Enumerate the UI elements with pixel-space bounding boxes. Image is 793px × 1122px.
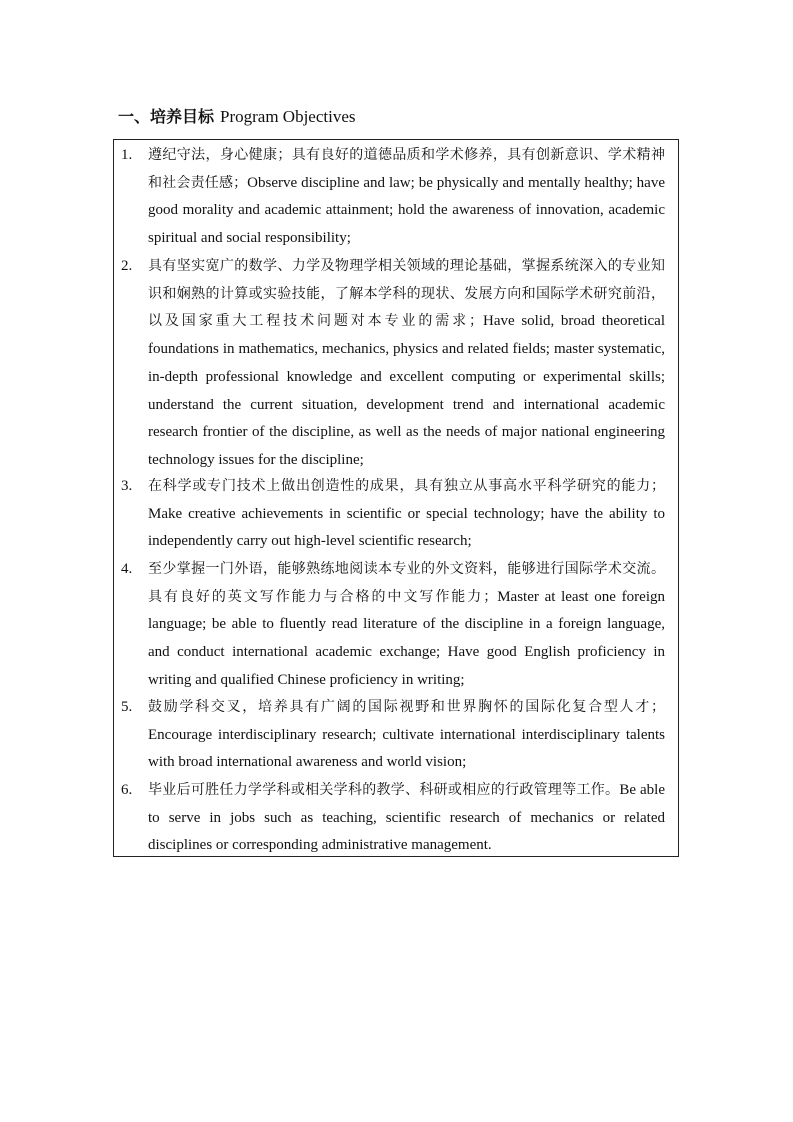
- objective-text: [148, 142, 665, 253]
- objective-text-cn: 鼓励学科交叉，培养具有广阔的国际视野和世界胸怀的国际化复合型人才；: [148, 699, 665, 715]
- objective-number: 4.: [121, 561, 133, 577]
- objective-text: [148, 473, 665, 556]
- objective-number: 5.: [121, 699, 133, 715]
- objective-text-en: Encourage interdisciplinary research; cultivate international interdisciplinary talents with broad international awareness and world vision;: [148, 726, 665, 771]
- section-heading: [118, 104, 356, 130]
- objective-text: [148, 253, 665, 475]
- section-heading-cn: 一、培养目标: [118, 107, 215, 126]
- objective-text-cn: 毕业后可胜任力学学科或相关学科的教学、科研或相应的行政管理等工作。: [148, 782, 620, 798]
- objective-number: 3.: [121, 478, 133, 494]
- objective-text: [148, 694, 665, 777]
- objectives-table: [113, 139, 679, 857]
- objective-text-en: Make creative achievements in scientific or special technology; have the ability to independently carry out high-level scientific research;: [148, 505, 665, 550]
- objective-number: 1.: [121, 147, 133, 163]
- objective-text-cn: 具有坚实宽广的数学、力学及物理学相关领域的理论基础，掌握系统深入的专业知识和娴熟的计算或实验技能，了解本学科的现状、发展方向和国际学术研究前沿，以及国家重大工程技术问题对本专业的需求；: [148, 258, 665, 330]
- objective-text: [148, 556, 665, 695]
- objective-number: 6.: [121, 782, 133, 798]
- objective-text-cn: 在科学或专门技术上做出创造性的成果，具有独立从事高水平科学研究的能力；: [148, 478, 665, 494]
- objective-text-en: Observe discipline and law; be physically and mentally healthy; have good morality and academic attainment; hold the awareness of innovation, academic spiritual and social responsibility;: [148, 174, 665, 247]
- objective-number: 2.: [121, 258, 133, 274]
- objective-text-en: Be able to serve in jobs such as teaching, scientific research of mechanics or related disciplines or corresponding administrative management.: [148, 782, 665, 854]
- objective-text-en: Have solid, broad theoretical foundations in mathematics, mechanics, physics and related fields; master systematic, in-depth professional knowledge and excellent computing or experimental skills; understand the current situation, development trend and international academic research frontier of the discipline, as well as the needs of major national engineering technology issues for the discipline;: [148, 313, 665, 468]
- objective-text: [148, 777, 665, 860]
- objective-text-en: Master at least one foreign language; be able to fluently read literature of the discipline in a foreign language, and conduct international academic exchange; Have good English proficiency in writing and qualified Chinese proficiency in writing;: [148, 588, 665, 688]
- objective-text-cn: 至少掌握一门外语，能够熟练地阅读本专业的外文资料，能够进行国际学术交流。具有良好的英文写作能力与合格的中文写作能力；: [148, 561, 665, 605]
- objective-text-cn: 遵纪守法，身心健康；具有良好的道德品质和学术修养，具有创新意识、学术精神和社会责任感；: [148, 147, 665, 191]
- section-heading-en: Program Objectives: [220, 107, 356, 126]
